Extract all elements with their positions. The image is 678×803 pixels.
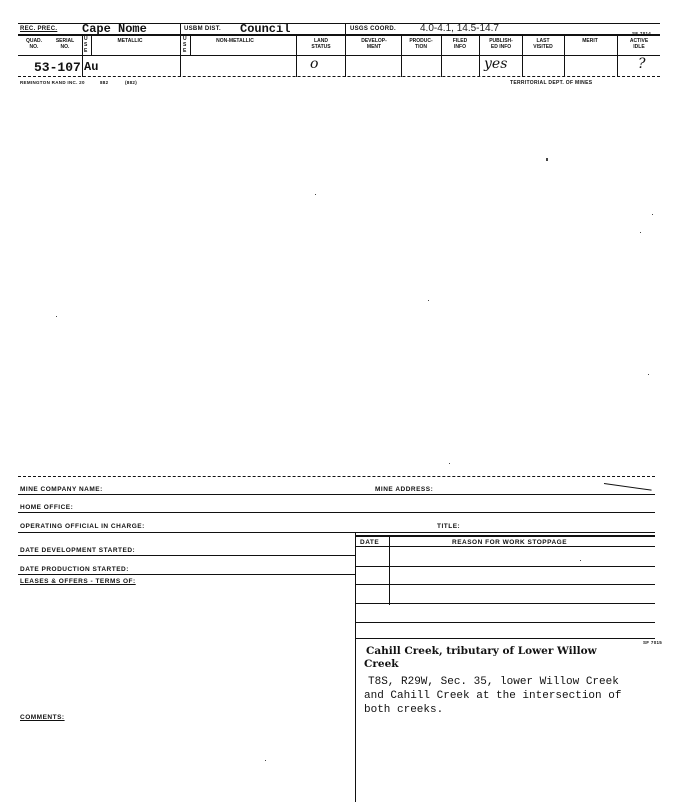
rec-prec-label: REC. PREC.	[20, 26, 58, 32]
date-development-started-label: DATE DEVELOPMENT STARTED:	[20, 547, 136, 554]
location-heading-line-2: Creek	[364, 658, 399, 670]
form-number: SF 7014	[632, 31, 652, 36]
date-column-header: DATE	[360, 539, 380, 546]
reason-column-header: REASON FOR WORK STOPPAGE	[452, 539, 568, 546]
col-metallic: METALLIC	[117, 38, 143, 44]
comments-label: COMMENTS:	[20, 714, 65, 721]
record-serial: 53-107	[34, 60, 81, 75]
usgs-coord-label: USGS COORD.	[350, 26, 396, 32]
mine-address-label: MINE ADDRESS:	[375, 486, 434, 493]
record-metallic: Au	[84, 60, 99, 74]
col-serial-no: SERIAL NO.	[55, 38, 75, 50]
col-merit: MERIT	[582, 38, 598, 44]
rec-prec-value: Cape Nome	[82, 22, 147, 36]
location-heading-line-1: Cahill Creek, tributary of Lower Willow	[366, 645, 597, 657]
usbm-dist-label: USBM DIST.	[184, 26, 222, 32]
col-filed-info: FILED INFO	[452, 38, 468, 50]
col-non-metallic: NON-METALLIC	[216, 38, 254, 44]
usgs-coord-value: 4.0-4.1, 14.5-14.7	[420, 23, 499, 34]
record-published-info: yes	[484, 56, 508, 72]
printer-imprint: REMINGTON RAND INC. 20	[20, 80, 85, 85]
col-quad-no: QUAD. NO.	[25, 38, 43, 50]
department-imprint: TERRITORIAL DEPT. OF MINES	[510, 80, 593, 86]
home-office-label: HOME OFFICE:	[20, 504, 74, 511]
col-published-info: PUBLISH- ED INFO	[489, 38, 513, 50]
col-land-status: LAND STATUS	[311, 38, 331, 50]
location-line-2: and Cahill Creek at the intersection of	[364, 690, 622, 702]
location-line-3: both creeks.	[364, 704, 444, 716]
printer-code-2: (882)	[125, 80, 138, 85]
operating-official-label: OPERATING OFFICIAL IN CHARGE:	[20, 523, 145, 530]
col-development: DEVELOP- MENT	[361, 38, 387, 50]
col-use-nonmetallic: U S E	[183, 36, 187, 54]
printer-code: 882	[100, 80, 109, 85]
leases-offers-label: LEASES & OFFERS - TERMS OF:	[20, 578, 136, 585]
col-active-idle: ACTIVE IDLE	[629, 38, 649, 50]
col-last-visited: LAST VISITED	[533, 38, 553, 50]
mine-company-name-label: MINE COMPANY NAME:	[20, 486, 103, 493]
usbm-dist-value: Council	[240, 22, 291, 36]
date-production-started-label: DATE PRODUCTION STARTED:	[20, 566, 129, 573]
title-label: TITLE:	[437, 523, 461, 530]
col-production: PRODUC- TION	[409, 38, 433, 50]
location-line-1: T8S, R29W, Sec. 35, lower Willow Creek	[368, 676, 619, 688]
record-active-idle: ?	[638, 56, 646, 72]
record-land-status: o	[310, 56, 319, 72]
location-corner-tag: SF 7015	[643, 640, 663, 645]
col-use-metallic: U S E	[84, 36, 88, 54]
